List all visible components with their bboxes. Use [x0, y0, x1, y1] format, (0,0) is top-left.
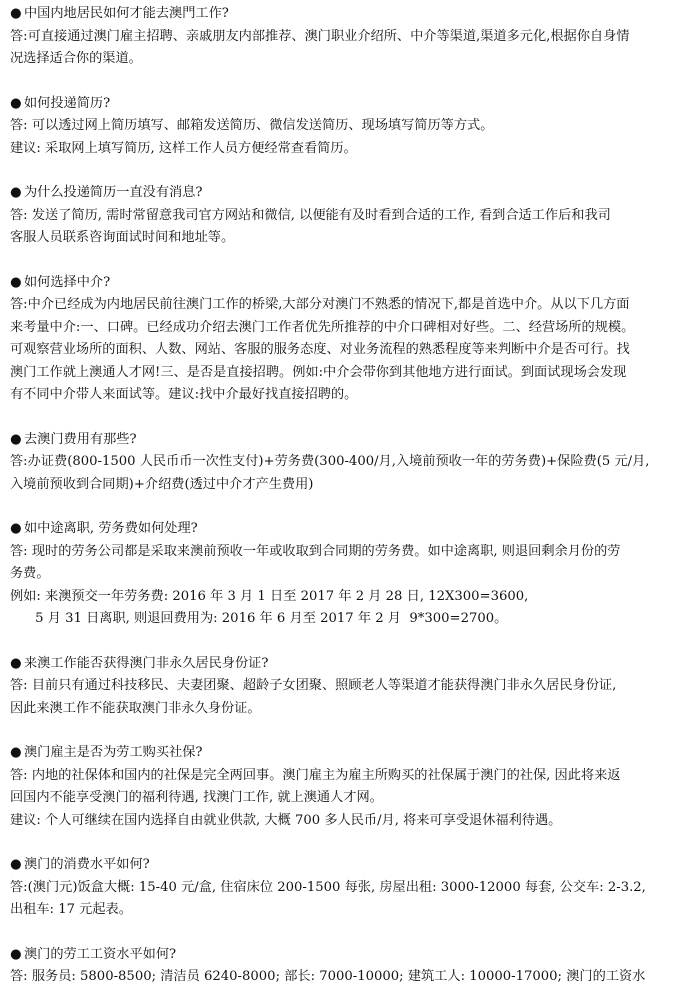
faq-question-text: 中国内地居民如何才能去澳門工作?: [24, 6, 229, 21]
faq-question-text: 如中途离职, 劳务费如何处理?: [24, 521, 198, 536]
bullet-icon: ●: [10, 857, 22, 872]
bullet-icon: ●: [10, 274, 22, 290]
faq-item: [10, 653, 690, 743]
bullet-icon: ●: [10, 521, 22, 536]
section-gap: [10, 160, 690, 182]
faq-item: [10, 272, 690, 429]
faq-answer-line: 来考量中介:一、口碑。已经成功介绍去澳门工作者优先所推荐的中介口碑相对好些。二、经营场所的规模。: [10, 319, 635, 335]
faq-question-text: 来澳工作能否获得澳门非永久居民身份证?: [24, 655, 269, 671]
faq-answer-line: 客服人员联系咨询面试时间和地址等。: [10, 230, 235, 245]
faq-answer-line: 澳门工作就上澳通人才网!三、是否是直接招聘。例如:中介会带你到其他地方进行面试。到面试现场会发现: [10, 364, 627, 380]
faq-answer-line: 答:可直接通过澳门雇主招聘、亲戚朋友内部推荐、澳门职业介绍所、中介等渠道,渠道多元化,根据你自身情: [10, 28, 630, 44]
bullet-icon: ●: [10, 655, 22, 671]
faq-answer-line: 务费。: [10, 566, 50, 581]
faq-question: [10, 518, 690, 541]
bullet-icon: ●: [10, 946, 22, 962]
section-gap: [10, 631, 690, 653]
faq-answer-line: 答:(澳门元)饭盒大概: 15-40 元/盒, 住宿床位 200-1500 每张, 房屋出租: 3000-12000 每套, 公交车: 2-3.2,: [10, 879, 646, 895]
faq-answer-line: 况选择适合你的渠道。: [10, 51, 142, 66]
faq-question-text: 澳门的消费水平如何?: [24, 857, 150, 872]
faq-answer-line: 因此来澳工作不能获取澳门非永久身份证。: [10, 700, 261, 716]
faq-answer-line: 答:中介已经成为内地居民前往澳门工作的桥梁,大部分对澳门不熟悉的情况下,都是首选中介。从以下几方面: [10, 297, 630, 312]
faq-item: [10, 944, 690, 989]
section-gap: [10, 496, 690, 518]
faq-answer-line: 例如: 来澳预交一年劳务费: 2016 年 3 月 1 日至 2017 年 2 月 28 日, 12X300=3600,: [10, 588, 529, 604]
faq-question-text: 如何投递简历?: [24, 95, 111, 111]
faq-answer-line: 答: 现时的劳务公司都是采取来澳前预收一年或收取到合同期的劳务费。如中途离职, 则退回剩余月份的劳: [10, 543, 621, 559]
faq-answer-line: 可观察营业场所的面积、人数、网站、客服的服务态度、对业务流程的熟悉程度等来判断中介是否可行。找: [10, 342, 630, 357]
faq-question: [10, 653, 690, 676]
faq-item: [10, 518, 690, 653]
section-gap: [10, 832, 690, 854]
faq-answer-line: 建议: 采取网上填写简历, 这样工作人员方便经常查看简历。: [10, 140, 357, 156]
bullet-icon: ●: [10, 185, 22, 200]
faq-answer-line: 答: 发送了简历, 需时常留意我司官方网站和微信, 以便能有及时看到合适的工作, 看到合适工作后和我司: [10, 207, 611, 223]
faq-question: [10, 854, 690, 877]
faq-answer-line: 答: 可以透过网上简历填写、邮箱发送简历、微信发送简历、现场填写简历等方式。: [10, 118, 494, 133]
faq-question-text: 澳门的劳工工资水平如何?: [24, 946, 177, 962]
faq-answer-line: 建议: 个人可继续在国内选择自由就业供款, 大概 700 多人民币/月, 将来可享受退休福利待遇。: [10, 812, 562, 828]
section-gap: [10, 720, 690, 742]
bullet-icon: ●: [10, 431, 22, 447]
faq-answer-line: 入境前预收到合同期)+介绍费(透过中介才产生费用): [10, 476, 314, 492]
faq-answer-line: 有不同中介带人来面试等。建议:找中介最好找直接招聘的。: [10, 387, 358, 402]
faq-question: [10, 182, 690, 205]
faq-answer-line: 答:办证费(800-1500 人民币币一次性支付)+劳务费(300-400/月,入境前预收一年的劳务费)+保险费(5 元/月,: [10, 454, 650, 469]
section-gap: [10, 250, 690, 272]
faq-question-text: 为什么投递简历一直没有消息?: [24, 185, 203, 200]
faq-question: [10, 944, 690, 967]
faq-answer-line: 出租车: 17 元起表。: [10, 902, 132, 917]
faq-item: [10, 182, 690, 272]
section-gap: [10, 407, 690, 429]
faq-question: [10, 93, 690, 116]
faq-answer-line: 答: 内地的社保体和国内的社保是完全两回事。澳门雇主为雇主所购买的社保属于澳门的社保, 因此将来返: [10, 767, 621, 783]
faq-answer-line: 答: 目前只有通过科技移民、夫妻团聚、超龄子女团聚、照顾老人等渠道才能获得澳门非永久居民身份证,: [10, 678, 617, 693]
faq-question: [10, 742, 690, 765]
faq-item: [10, 93, 690, 183]
faq-item: [10, 854, 690, 944]
faq-question: [10, 272, 690, 295]
faq-question: [10, 3, 690, 26]
bullet-icon: ●: [10, 95, 22, 111]
bullet-icon: ●: [10, 745, 22, 760]
section-gap: [10, 71, 690, 93]
faq-question-text: 去澳门费用有那些?: [24, 431, 137, 447]
faq-item: [10, 3, 690, 93]
faq-answer-line: 答: 服务员: 5800-8500; 清洁员 6240-8000; 部长: 7000-10000; 建筑工人: 10000-17000; 澳门的工资水: [10, 969, 646, 984]
faq-document: [10, 3, 690, 989]
bullet-icon: ●: [10, 6, 22, 21]
faq-question-text: 澳门雇主是否为劳工购买社保?: [24, 745, 203, 760]
faq-item: [10, 429, 690, 519]
faq-answer-line: 5 月 31 日离职, 则退回费用为: 2016 年 6 月至 2017 年 2 月 9*300=2700。: [10, 611, 508, 626]
section-gap: [10, 922, 690, 944]
faq-question: [10, 429, 690, 452]
faq-question-text: 如何选择中介?: [24, 274, 111, 290]
faq-answer-line: 回国内不能享受澳门的福利待遇, 找澳门工作, 就上澳通人才网。: [10, 790, 383, 805]
faq-item: [10, 742, 690, 854]
